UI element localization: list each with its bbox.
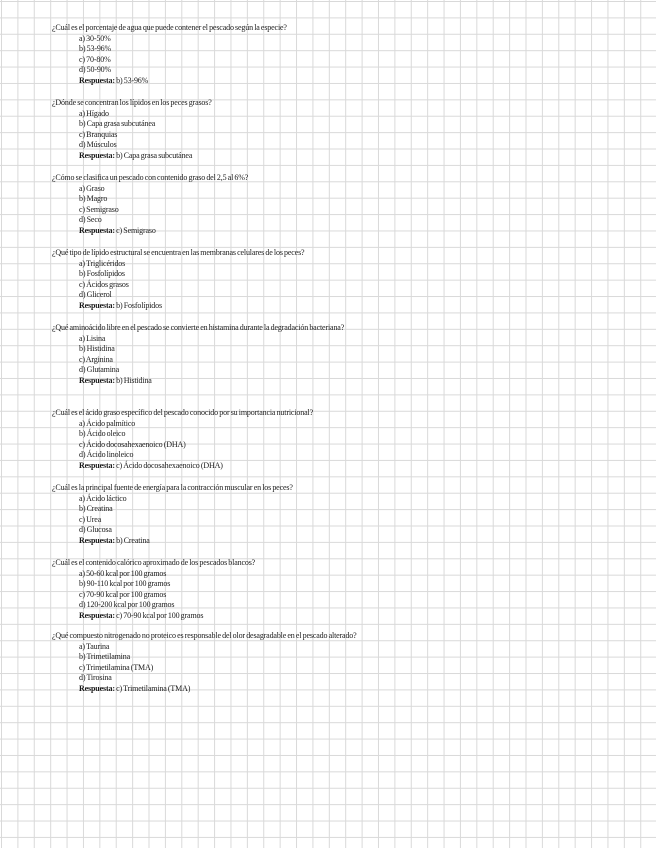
answer-value: c) Semigraso [116,225,156,235]
question-text: ¿Qué tipo de lípido estructural se encuentra en las membranas celulares de los peces? [52,248,305,257]
question-text: ¿Qué compuesto nitrogenado no proteico es responsable del olor desagradable en el pescado alterado? [52,631,357,640]
answer-label: Respuesta: [79,610,115,620]
options-list [52,642,612,684]
question-text: ¿Cuál es el ácido graso específico del pescado conocido por su importancia nutricional? [52,408,313,417]
answer-value: c) Ácido docosahexaenoico (DHA) [116,460,223,470]
answer-line [52,376,612,387]
question-text: ¿Cuál es el porcentaje de agua que puede contener el pescado según la especie? [52,23,287,32]
answer-line [52,684,612,695]
option-a: a) Triglicéridos [79,258,126,268]
option-a: a) 30-50% [79,33,111,43]
option-a: a) Lisina [79,333,106,343]
options-list [52,334,612,376]
option-c: c) Ácido docosahexaenoico (DHA) [79,439,186,449]
option-d: d) Tirosina [79,673,112,682]
question-text: ¿Cuál es el contenido calórico aproximado de los pescados blancos? [52,558,256,567]
option-c: c) 70-90 kcal por 100 gramos [79,589,167,599]
answer-label: Respuesta: [79,150,115,160]
answer-value: b) Capa grasa subcutánea [116,150,193,160]
answer-label: Respuesta: [79,225,115,235]
option-b: b) 53-96% [79,44,112,53]
question-block [52,98,612,161]
question-block [52,323,612,386]
option-c: c) Ácidos grasos [79,279,129,289]
option-d: d) 120-200 kcal por 100 gramos [79,600,175,609]
option-b: b) Fosfolípidos [79,269,125,278]
answer-line [52,536,612,547]
answer-value: c) Trimetilamina (TMA) [116,683,191,693]
option-b: b) Magro [79,194,108,203]
options-list [52,259,612,301]
answer-line [52,226,612,237]
option-a: a) Ácido palmítico [79,418,136,428]
answer-line [52,151,612,162]
option-b: b) Capa grasa subcutánea [79,119,156,128]
option-d: d) Seco [79,215,102,224]
option-c: c) Urea [79,514,102,524]
option-d: d) Glicerol [79,290,112,299]
option-d: d) Ácido linoleico [79,450,134,459]
answer-label: Respuesta: [79,375,115,385]
option-a: a) 50-60 kcal por 100 gramos [79,568,167,578]
question-text: ¿Dónde se concentran los lípidos en los peces grasos? [52,98,212,107]
option-a: a) Taurina [79,641,110,651]
question-block [52,483,612,546]
options-list [52,109,612,151]
answer-value: b) Histidina [116,375,152,385]
answer-value: b) Fosfolípidos [116,300,162,310]
option-c: c) 70-80% [79,54,111,64]
option-b: b) 90-110 kcal por 100 gramos [79,579,171,588]
option-d: d) 50-90% [79,65,112,74]
question-block [52,23,612,86]
answer-line [52,461,612,472]
option-b: b) Trimetilamina [79,652,131,661]
options-list [52,34,612,76]
answer-value: c) 70-90 kcal por 100 gramos [116,610,204,620]
answer-value: b) Creatina [116,535,150,545]
option-c: c) Branquias [79,129,118,139]
question-text: ¿Cuál es la principal fuente de energía para la contracción muscular en los peces? [52,483,293,492]
option-d: d) Glutamina [79,365,120,374]
options-list [52,419,612,461]
option-b: b) Ácido oleico [79,429,126,438]
options-list [52,184,612,226]
question-block [52,173,612,236]
option-a: a) Ácido láctico [79,493,127,503]
option-a: a) Graso [79,183,105,193]
answer-line [52,611,612,622]
answer-label: Respuesta: [79,300,115,310]
option-b: b) Histidina [79,344,115,353]
option-a: a) Hígado [79,108,109,118]
answer-value: b) 53-96% [116,75,149,85]
question-block [52,408,612,471]
option-c: c) Trimetilamina (TMA) [79,662,154,672]
answer-line [52,301,612,312]
option-d: d) Músculos [79,140,117,149]
question-text: ¿Qué aminoácido libre en el pescado se convierte en histamina durante la degradación bacteriana? [52,323,345,332]
option-c: c) Arginina [79,354,113,364]
answer-label: Respuesta: [79,460,115,470]
answer-label: Respuesta: [79,535,115,545]
question-block [52,248,612,311]
question-text: ¿Cómo se clasifica un pescado con contenido graso del 2,5 al 6%? [52,173,249,182]
option-c: c) Semigraso [79,204,119,214]
question-block [52,631,612,694]
option-b: b) Creatina [79,504,113,513]
options-list [52,494,612,536]
answer-label: Respuesta: [79,75,115,85]
question-block [52,558,612,621]
option-d: d) Glucosa [79,525,112,534]
answer-line [52,76,612,87]
options-list [52,569,612,611]
answer-label: Respuesta: [79,683,115,693]
